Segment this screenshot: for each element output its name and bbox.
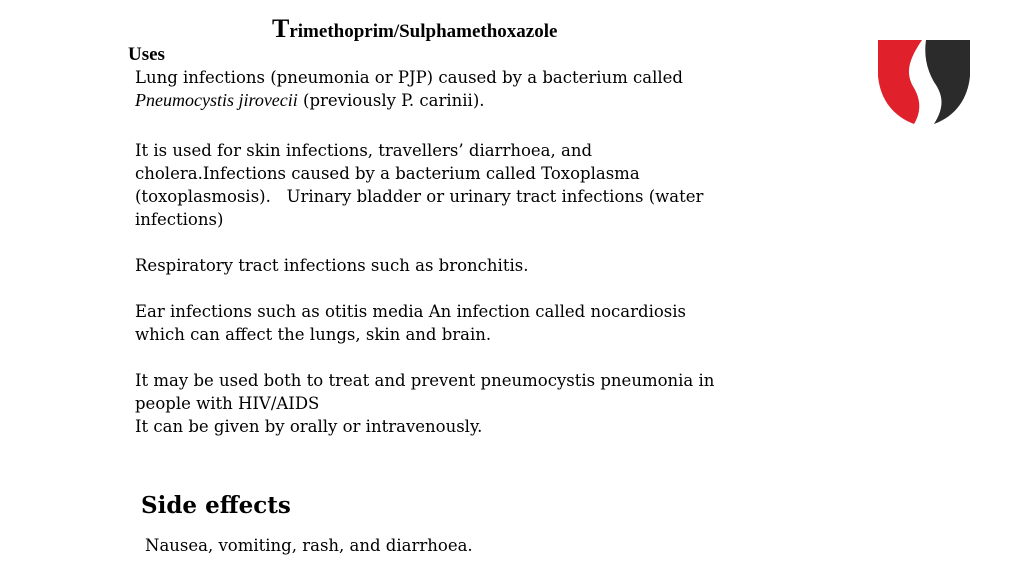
uses-para-5-line: It can be given by orally or intravenously.: [135, 417, 483, 436]
uses-para-3: [135, 254, 815, 277]
uses-line-2: [135, 89, 815, 112]
logo-dark-half: [925, 40, 970, 124]
uses-line-2-rest: (previously P. carinii).: [297, 91, 485, 110]
logo-red-half: [878, 40, 922, 124]
uses-para-2: [135, 139, 815, 231]
organism-name: Pneumocystis jirovecii: [135, 90, 298, 110]
uses-para-4-line: which can affect the lungs, skin and brain.: [135, 325, 492, 344]
uses-para-2-line: It is used for skin infections, travellers’ diarrhoea, and: [135, 141, 593, 160]
uses-para-4-line: Ear infections such as otitis media An infection called nocardiosis: [135, 302, 686, 321]
uses-line-1: Lung infections (pneumonia or PJP) caused by a bacterium called: [135, 68, 683, 87]
shield-logo-icon: [874, 36, 974, 126]
uses-para-5: [135, 369, 815, 438]
uses-para-2-line: cholera.Infections caused by a bacterium called Toxoplasma: [135, 164, 640, 183]
uses-heading: Uses: [128, 44, 165, 65]
side-effects-heading: Side effects: [141, 492, 291, 519]
title-rest: rimethoprim/Sulphamethoxazole: [289, 21, 558, 42]
uses-para-2-line: (toxoplasmosis). Urinary bladder or urinary tract infections (water: [135, 187, 704, 206]
title-initial: T: [272, 14, 290, 43]
side-effects-text: Nausea, vomiting, rash, and diarrhoea.: [145, 536, 473, 555]
uses-para-3-line: Respiratory tract infections such as bronchitis.: [135, 256, 529, 275]
uses-para-4: [135, 300, 815, 346]
page-title: [272, 14, 557, 44]
uses-para-2-line: infections): [135, 210, 224, 229]
uses-para-5-line: It may be used both to treat and prevent pneumocystis pneumonia in: [135, 371, 715, 390]
uses-para-1: [135, 66, 815, 112]
uses-para-5-line: people with HIV/AIDS: [135, 394, 320, 413]
